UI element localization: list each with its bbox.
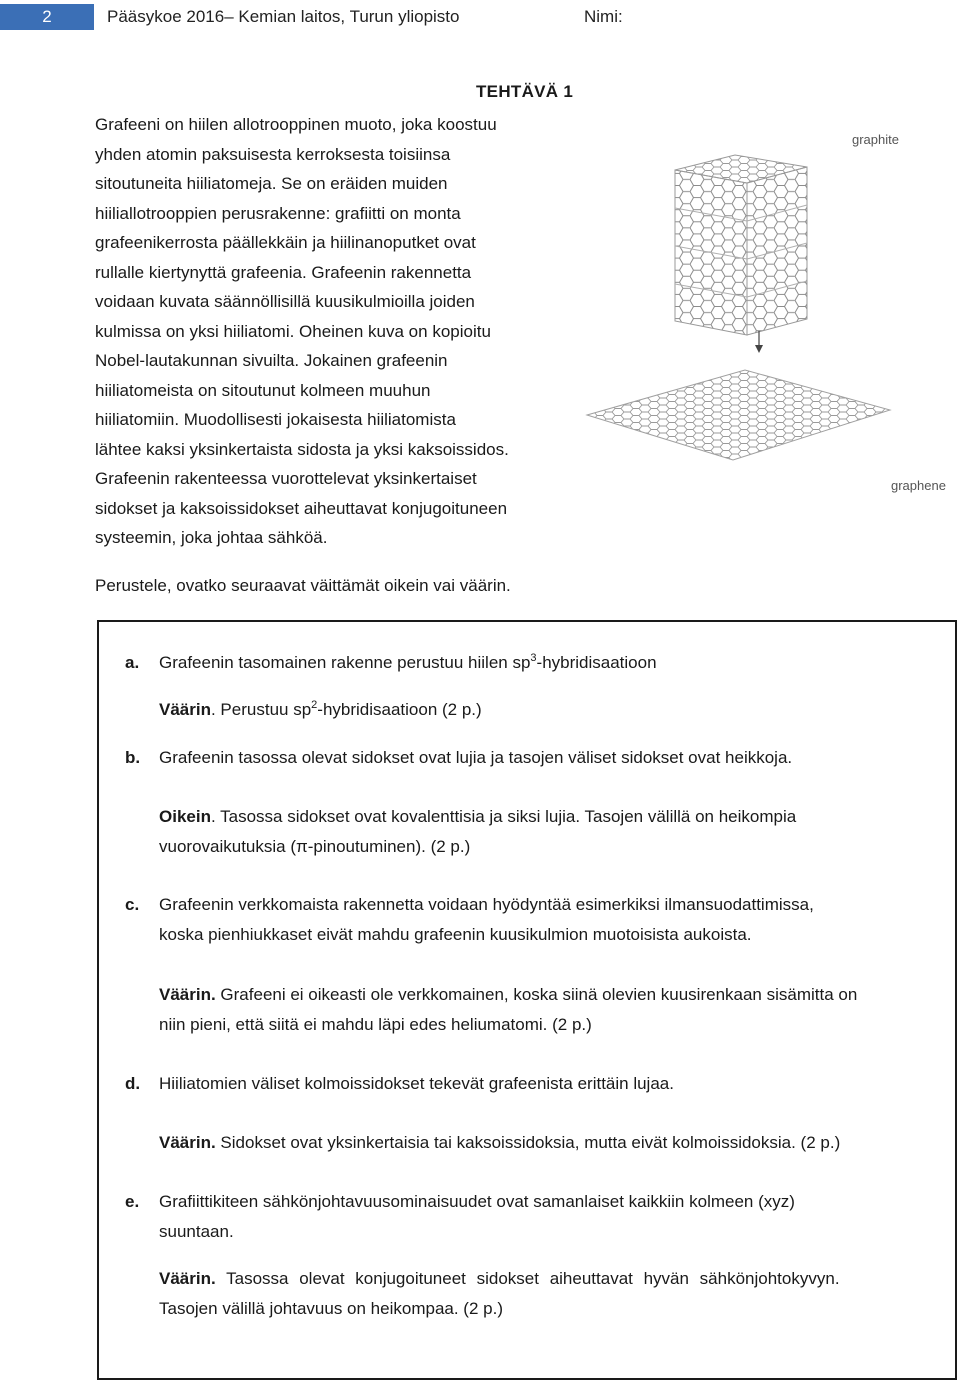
- intro-line: voidaan kuvata säännöllisillä kuusikulmioilla joiden: [95, 292, 475, 311]
- task-prompt: Perustele, ovatko seuraavat väittämät oikein vai väärin.: [95, 576, 511, 595]
- question-text-part: -hybridisaatioon: [536, 653, 657, 672]
- superscript: 3: [530, 652, 537, 664]
- verdict: Väärin.: [159, 1133, 216, 1152]
- answer-e: [159, 1264, 954, 1323]
- question-text-line: koska pienhiukkaset eivät mahdu grafeenin kuusikulmion muotoisista aukoista.: [159, 924, 752, 944]
- answer-text: Tasojen välillä johtavuus on heikompaa. (2 p.): [159, 1298, 503, 1318]
- answer-text: niin pieni, että siitä ei mahdu läpi edes heliumatomi. (2 p.): [159, 1014, 592, 1034]
- graphite-stack-icon: [675, 155, 807, 335]
- intro-line: Grafeenin rakenteessa vuorottelevat yksinkertaiset: [95, 469, 477, 488]
- intro-line: systeemin, joka johtaa sähköä.: [95, 528, 328, 547]
- question-text: [159, 648, 949, 678]
- verdict: Väärin: [159, 700, 211, 719]
- intro-line: Nobel-lautakunnan sivuilta. Jokainen grafeenin: [95, 351, 448, 370]
- verdict: Väärin.: [159, 1269, 216, 1288]
- graphene-label: graphene: [891, 478, 946, 493]
- header-title: Pääsykoe 2016– Kemian laitos, Turun yliopisto: [107, 7, 460, 26]
- intro-line: hiiliatomiin. Muodollisesti jokaisesta hiiliatomista: [95, 410, 456, 429]
- question-text-part: Grafeenin tasomainen rakenne perustuu hiilen sp: [159, 653, 531, 672]
- graphite-graphene-figure: [585, 125, 960, 505]
- arrow-down-icon: [755, 331, 763, 353]
- answer-text: . Tasossa sidokset ovat kovalenttisia ja siksi lujia. Tasojen välillä on heikompia: [210, 807, 797, 826]
- intro-text: [95, 110, 575, 553]
- intro-line: hiiliatomeista on sitoutunut kolmeen muuhun: [95, 380, 431, 400]
- intro-line: yhden atomin paksuisesta kerroksesta toisiinsa: [95, 144, 451, 164]
- superscript: 2: [311, 699, 318, 711]
- intro-line: rullalle kiertynyttä grafeenia. Grafeenin rakennetta: [95, 262, 472, 282]
- answer-box: [97, 620, 957, 1380]
- answer-a: [159, 695, 954, 725]
- intro-line: grafeenikerrosta päällekkäin ja hiilinanoputket ovat: [95, 233, 476, 252]
- answer-text: -hybridisaatioon (2 p.): [317, 700, 482, 719]
- question-text-line: Grafiittikiteen sähkönjohtavuusominaisuudet ovat samanlaiset kaikkiin kolmeen (xyz): [159, 1192, 795, 1211]
- graphene-sheet-icon: [587, 370, 890, 460]
- answer-text: vuorovaikutuksia (π-pinoutuminen). (2 p.): [159, 836, 471, 856]
- verdict: Väärin.: [159, 985, 216, 1004]
- question-letter: b.: [125, 748, 141, 767]
- question-letter: a.: [125, 653, 140, 672]
- intro-line: sitoutuneita hiiliatomeja. Se on eräiden muiden: [95, 174, 448, 193]
- question-text-line: Grafeenin verkkomaista rakennetta voidaan hyödyntää esimerkiksi ilmansuodattimissa,: [159, 895, 814, 914]
- question-text: [159, 1187, 949, 1246]
- answer-d: [159, 1128, 954, 1158]
- answer-text: Grafeeni ei oikeasti ole verkkomainen, koska siinä olevien kuusirenkaan sisämitta on: [215, 985, 858, 1004]
- question-letter: c.: [125, 895, 140, 914]
- answer-text: Tasossa olevat konjugoituneet sidokset aiheuttavat hyvän sähkönjohtokyvyn.: [215, 1269, 840, 1288]
- question-text-line: suuntaan.: [159, 1221, 234, 1241]
- answer-text: . Perustuu sp: [210, 700, 312, 719]
- intro-line: Grafeeni on hiilen allotrooppinen muoto, joka koostuu: [95, 115, 497, 134]
- question-text: Grafeenin tasossa olevat sidokset ovat lujia ja tasojen väliset sidokset ovat heikkoja.: [159, 748, 793, 767]
- intro-line: sidokset ja kaksoissidokset aiheuttavat konjugoituneen: [95, 498, 508, 518]
- question-text: Hiiliatomien väliset kolmoissidokset tekevät grafeenista erittäin lujaa.: [159, 1074, 674, 1093]
- answer-b: [159, 802, 954, 861]
- answer-c: [159, 980, 954, 1039]
- page-header: [0, 0, 960, 34]
- intro-line: hiiliallotrooppien perusrakenne: grafiitti on monta: [95, 203, 461, 223]
- intro-line: lähtee kaksi yksinkertaista sidosta ja yksi kaksoissidos.: [95, 439, 509, 459]
- page-number: 2: [0, 4, 94, 30]
- name-label: Nimi:: [584, 7, 623, 26]
- answer-text: Sidokset ovat yksinkertaisia tai kaksoissidoksia, mutta eivät kolmoissidoksia. (2 p.): [215, 1133, 841, 1152]
- intro-line: kulmissa on yksi hiiliatomi. Oheinen kuva on kopioitu: [95, 321, 491, 341]
- question-letter: d.: [125, 1074, 141, 1093]
- question-letter: e.: [125, 1192, 140, 1211]
- graphite-label: graphite: [852, 132, 899, 147]
- task-title: TEHTÄVÄ 1: [476, 82, 574, 101]
- question-text: [159, 890, 949, 949]
- verdict: Oikein: [159, 807, 211, 826]
